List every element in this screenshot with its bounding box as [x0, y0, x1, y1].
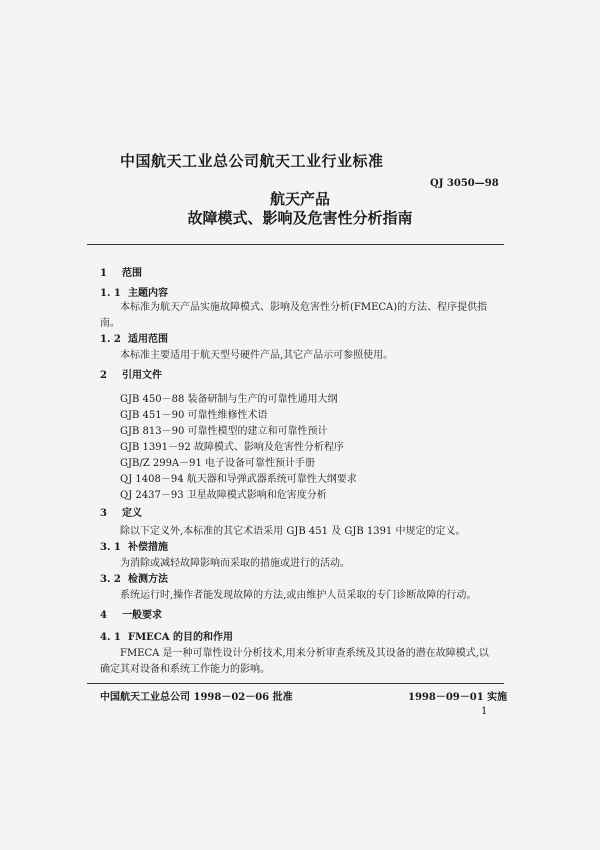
reference-item: GJB 451－90 可靠性维修性术语 [120, 410, 268, 421]
section-title: FMECA 的目的和作用 [128, 632, 233, 643]
reference-item: QJ 2437－93 卫星故障模式影响和危害度分析 [120, 490, 327, 501]
section-2-heading [100, 366, 162, 381]
paragraph: 南。 [100, 318, 120, 329]
section-number: 3. 1 [100, 542, 121, 553]
section-number: 2 [100, 370, 107, 381]
paragraph: 为消除或减轻故障影响而采取的措施或进行的活动。 [120, 558, 350, 569]
approval-info: 中国航天工业总公司 1998－02－06 批准 [100, 692, 293, 703]
effective-date: 1998－09－01 实施 [408, 692, 508, 703]
reference-item: GJB 1391－92 故障模式、影响及危害性分析程序 [120, 442, 344, 453]
section-number: 4. 1 [100, 632, 121, 643]
paragraph: 除以下定义外,本标准的其它术语采用 GJB 451 及 GJB 1391 中规定的定义。 [120, 526, 466, 537]
page-number: 1 [481, 706, 488, 717]
section-3-2-heading [100, 570, 168, 585]
section-3-1-heading [100, 538, 168, 553]
section-number: 1. 1 [100, 288, 121, 299]
paragraph: FMECA 是一种可靠性设计分析技术,用来分析审查系统及其设备的潜在故障模式,以 [120, 648, 489, 659]
reference-item: GJB/Z 299A－91 电子设备可靠性预计手册 [120, 458, 316, 469]
document-title-line2: 故障模式、影响及危害性分析指南 [187, 209, 413, 227]
section-title: 检测方法 [128, 574, 168, 585]
header-rule [87, 244, 504, 245]
reference-item: QJ 1408－94 航天器和导弹武器系统可靠性大纲要求 [120, 474, 357, 485]
section-4-1-heading [100, 628, 233, 643]
paragraph: 本标准主要适用于航天型号硬件产品,其它产品示可参照使用。 [120, 350, 394, 361]
paragraph: 系统运行时,操作者能发现故障的方法,或由维护人员采取的专门诊断故障的行动。 [120, 590, 477, 601]
section-title: 范围 [122, 268, 142, 279]
section-1-heading [100, 264, 142, 279]
section-title: 一般要求 [122, 610, 162, 621]
section-1-1-heading [100, 284, 168, 299]
standard-code: QJ 3050—98 [430, 178, 499, 189]
section-title: 主题内容 [128, 288, 168, 299]
section-number: 1. 2 [100, 334, 121, 345]
reference-item: GJB 813－90 可靠性模型的建立和可靠性预计 [120, 426, 328, 437]
paragraph: 本标准为航天产品实施故障模式、影响及危害性分析(FMECA)的方法、程序提供指 [120, 302, 488, 313]
paragraph: 确定其对设备和系统工作能力的影响。 [100, 664, 270, 675]
footer-rule [87, 683, 504, 684]
section-number: 3 [100, 508, 107, 519]
section-title: 补偿措施 [128, 542, 168, 553]
reference-item: GJB 450－88 装备研制与生产的可靠性通用大纲 [120, 394, 338, 405]
document-title-line1: 航天产品 [269, 190, 330, 208]
section-number: 1 [100, 268, 107, 279]
section-title: 定义 [122, 508, 142, 519]
section-title: 引用文件 [122, 370, 162, 381]
section-3-heading [100, 504, 142, 519]
section-number: 3. 2 [100, 574, 121, 585]
section-number: 4 [100, 610, 107, 621]
section-4-heading [100, 606, 162, 621]
section-title: 适用范围 [128, 334, 168, 345]
section-1-2-heading [100, 330, 168, 345]
issuing-organization: 中国航天工业总公司航天工业行业标准 [120, 152, 384, 170]
